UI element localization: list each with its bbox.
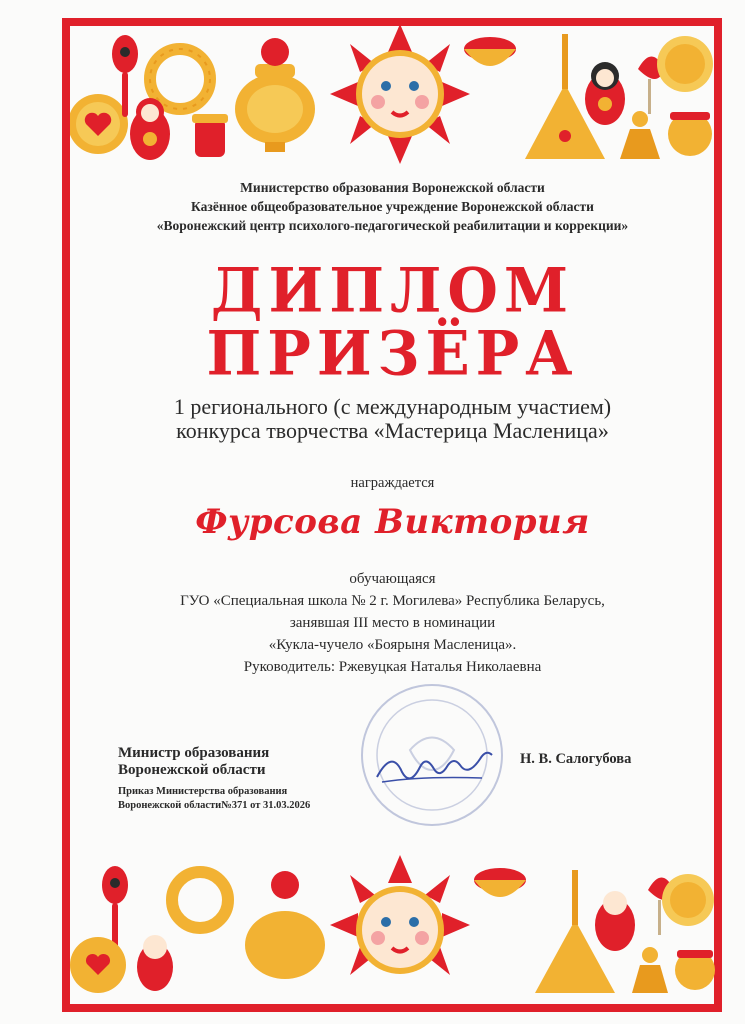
details-block <box>70 568 715 678</box>
title-line1: ДИПЛОМ <box>210 254 575 327</box>
signatory-title-line1: Министр образования <box>118 745 270 761</box>
matryoshka-icon-bottom-2 <box>595 891 635 951</box>
contest-line2: конкурса творчества «Мастерица Масленица» <box>176 418 609 443</box>
order-reference <box>118 785 310 813</box>
bottom-decoration <box>70 855 715 995</box>
diploma-title <box>70 254 715 390</box>
details-line5: Руководитель: Ржевуцкая Наталья Николаевна <box>243 659 542 675</box>
jam-jar-icon <box>192 114 228 157</box>
bagel-icon-bottom <box>172 872 228 928</box>
winner-name: Фурсова Виктория <box>195 502 590 542</box>
samovar-icon <box>235 38 315 152</box>
awarded-label: награждается <box>350 475 435 491</box>
pancakes-icon <box>657 36 713 92</box>
caviar-bowl-icon <box>464 37 516 66</box>
contest-line1: 1 регионального (с международным участием) <box>173 394 612 419</box>
samovar-icon-bottom <box>245 871 325 979</box>
title-line2: ПРИЗЁРА <box>206 317 579 390</box>
sun-face-icon <box>330 24 470 164</box>
signatory-title <box>118 745 269 779</box>
details-line2: ГУО «Специальная школа № 2 г. Могилева» Республика Беларусь, <box>180 593 605 609</box>
contest-name <box>70 395 715 443</box>
pancakes-icon-bottom <box>662 874 714 926</box>
pancakes-heart-icon <box>70 94 128 154</box>
caviar-bowl-icon-bottom <box>474 868 526 897</box>
details-line3: занявшая III место в номинации <box>289 615 496 631</box>
details-line4: «Кукла-чучело «Боярыня Масленица». <box>268 637 517 653</box>
handwritten-signature <box>372 742 497 792</box>
matryoshka-icon-2 <box>585 62 625 125</box>
pancakes-heart-icon-bottom <box>70 937 126 993</box>
straw-doll-icon-bottom <box>632 947 668 993</box>
top-decoration <box>70 24 715 164</box>
order-line2: Воронежской области№371 от 31.03.2026 <box>118 800 311 811</box>
spoon-icon-bottom <box>102 866 128 948</box>
signatory-name: Н. В. Салогубова <box>520 751 632 767</box>
sun-face-icon-bottom <box>330 855 470 975</box>
institution-line: Казённое общеобразовательное учреждение Воронежской области <box>191 199 594 214</box>
center-name-line: «Воронежский центр психолого-педагогической реабилитации и коррекции» <box>156 218 629 233</box>
matryoshka-icon-bottom <box>137 935 173 991</box>
bagel-icon <box>150 49 210 109</box>
details-line1: обучающаяся <box>349 571 436 587</box>
ministry-line: Министерство образования Воронежской области <box>240 180 545 195</box>
header-block <box>70 178 715 235</box>
signatory-title-line2: Воронежской области <box>118 762 266 778</box>
honey-pot-icon <box>668 112 712 156</box>
order-line1: Приказ Министерства образования <box>118 786 288 797</box>
honey-pot-icon-bottom <box>675 950 715 990</box>
straw-doll-icon <box>620 111 660 159</box>
